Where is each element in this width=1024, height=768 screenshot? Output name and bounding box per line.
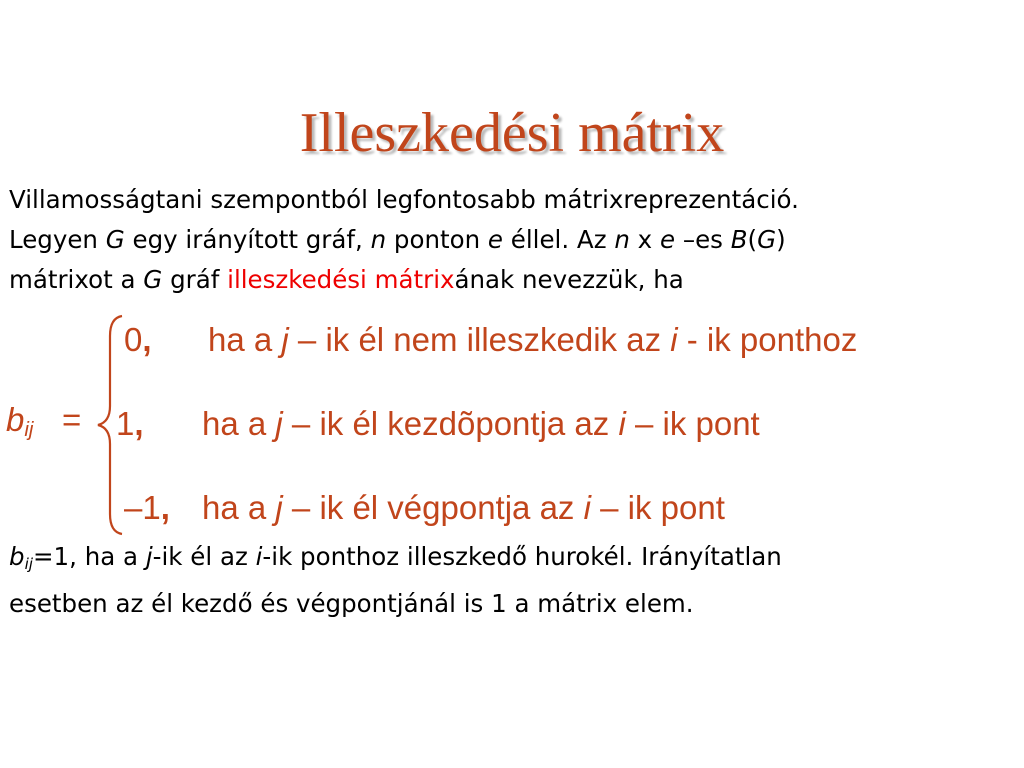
edge-index-symbol: j	[275, 489, 283, 526]
intro-text: )	[776, 225, 786, 254]
incidence-formula	[0, 300, 1024, 540]
outro-text: -ik ponthoz illeszkedő hurokél. Irányítatlan	[262, 542, 782, 571]
case-comma: ,	[142, 321, 152, 358]
vertex-index-symbol: i	[670, 321, 678, 358]
outro-subscript: ij	[24, 554, 34, 573]
intro-text: mátrixot a	[9, 265, 144, 294]
intro-text: egy irányított gráf,	[124, 225, 371, 254]
intro-line-3	[9, 260, 1019, 300]
intro-text: éllel. Az	[503, 225, 615, 254]
intro-text: –es	[675, 225, 731, 254]
graph-symbol: G	[757, 225, 777, 254]
edge-count-symbol: e	[659, 225, 676, 254]
outro-text: =1, ha a	[33, 542, 146, 571]
formula-b-symbol: b	[6, 401, 25, 438]
intro-text: x	[629, 225, 660, 254]
edge-index-symbol: j	[281, 321, 289, 358]
matrix-symbol: B	[730, 225, 748, 254]
outro-line-1	[9, 537, 1019, 584]
intro-text: Legyen	[9, 225, 106, 254]
case-text: ha a	[202, 405, 276, 442]
vertex-count-symbol: n	[614, 225, 630, 254]
outro-line-2: esetben az él kezdő és végpontjánál is 1 a mátrix elem.	[9, 588, 694, 618]
formula-lhs	[6, 400, 33, 450]
case-1-value	[116, 404, 144, 444]
intro-line-2	[9, 220, 1019, 260]
intro-text: gráf	[162, 265, 228, 294]
outro-text: -ik él az	[152, 542, 256, 571]
case-text: ha a	[202, 489, 276, 526]
vertex-index-symbol: i	[583, 489, 591, 526]
vertex-index-symbol: i	[618, 405, 626, 442]
case-1-text	[202, 404, 760, 444]
case-0-value	[124, 320, 152, 360]
case-text: – ik él kezdõpontja az	[282, 405, 619, 442]
formula-equals: =	[62, 401, 82, 438]
case-text: - ik ponthoz	[677, 321, 858, 358]
outro-b-symbol: b	[9, 542, 25, 571]
case-comma: ,	[160, 489, 170, 526]
case-value: 0	[124, 321, 143, 358]
outro-paragraph	[9, 537, 1019, 624]
case-0-text	[208, 320, 857, 360]
graph-symbol: G	[143, 265, 163, 294]
case-text: – ik él végpontja az	[282, 489, 584, 526]
case-2-text	[202, 488, 725, 528]
intro-text: ponton	[386, 225, 488, 254]
edge-count-symbol: e	[487, 225, 503, 254]
highlighted-term: illeszkedési mátrix	[227, 265, 455, 294]
case-comma: ,	[134, 405, 144, 442]
case-value: –1	[124, 489, 161, 526]
intro-line-1: Villamosságtani szempontból legfontosabb mátrixreprezentáció.	[9, 185, 799, 214]
case-value: 1	[116, 405, 135, 442]
slide-title: Illeszkedési mátrix	[299, 102, 725, 164]
case-text: – ik pont	[625, 405, 760, 442]
formula-subscript: ij	[24, 418, 34, 442]
vertex-count-symbol: n	[370, 225, 387, 254]
case-2-value	[124, 488, 170, 528]
case-text: ha a	[208, 321, 282, 358]
case-text: – ik él nem illeszkedik az	[288, 321, 671, 358]
case-text: – ik pont	[590, 489, 725, 526]
intro-text: ának nevezzük, ha	[454, 265, 684, 294]
intro-text: (	[747, 225, 758, 254]
vertex-index-symbol: i	[255, 542, 263, 571]
graph-symbol: G	[105, 225, 125, 254]
intro-paragraph	[9, 180, 1019, 300]
edge-index-symbol: j	[275, 405, 283, 442]
edge-index-symbol: j	[145, 542, 153, 571]
